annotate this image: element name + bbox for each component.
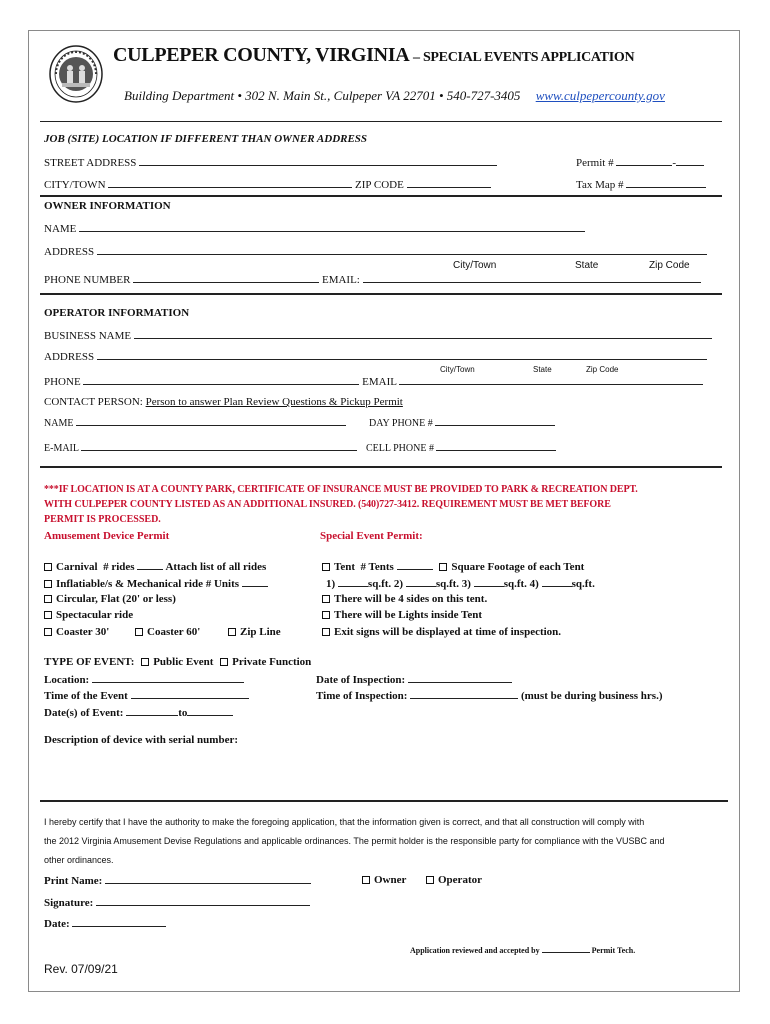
to-label: to xyxy=(178,707,188,719)
operator-address-label: ADDRESS xyxy=(44,351,95,363)
special-event-heading: Special Event Permit: xyxy=(320,530,423,542)
business-hours-note: (must be during business hrs.) xyxy=(520,690,663,702)
job-site-heading: JOB (SITE) LOCATION IF DIFFERENT THAN OWNER ADDRESS xyxy=(44,133,368,145)
circular-checkbox[interactable] xyxy=(44,595,52,603)
sqft-row xyxy=(326,577,595,590)
private-function-label: Private Function xyxy=(232,656,312,668)
permit-label: Permit # xyxy=(576,157,614,169)
location-label: Location: xyxy=(44,674,90,686)
day-phone-field[interactable] xyxy=(369,416,555,429)
tax-map-field[interactable] xyxy=(576,178,706,191)
operator-state-hint: State xyxy=(533,365,552,374)
exit-signs-row xyxy=(322,626,561,638)
units-field[interactable] xyxy=(242,577,268,587)
certification-line-3: other ordinances. xyxy=(44,855,114,865)
operator-role-checkbox[interactable] xyxy=(426,876,434,884)
tent-sides-label: There will be 4 sides on this tent. xyxy=(334,593,488,605)
owner-role-checkbox[interactable] xyxy=(362,876,370,884)
rides-count-field[interactable] xyxy=(137,560,163,570)
permit-number-field[interactable]: Permit # - xyxy=(576,156,704,169)
street-address-field[interactable] xyxy=(44,156,497,169)
operator-heading: OPERATOR INFORMATION xyxy=(44,307,190,319)
review-label: Application reviewed and accepted by xyxy=(410,946,540,955)
carnival-label: Carnival xyxy=(56,561,98,573)
event-type-row xyxy=(44,656,311,668)
tent-lights-checkbox[interactable] xyxy=(322,611,330,619)
sqft-4-field[interactable] xyxy=(542,577,572,587)
owner-role-row xyxy=(362,874,406,886)
coaster-30-label: Coaster 30' xyxy=(56,626,110,638)
coaster-30-checkbox[interactable] xyxy=(44,628,52,636)
exit-signs-checkbox[interactable] xyxy=(322,628,330,636)
square-footage-label: Square Footage of each Tent xyxy=(451,561,585,573)
sqft-1-label: 1) xyxy=(326,578,336,590)
operator-city-hint: City/Town xyxy=(440,365,475,374)
header-address xyxy=(124,88,665,104)
operator-divider xyxy=(40,466,722,468)
street-address-label: STREET ADDRESS xyxy=(44,157,137,169)
zip-code-label: ZIP CODE xyxy=(355,179,404,191)
tent-sides-row xyxy=(322,593,487,605)
zip-line-checkbox[interactable] xyxy=(228,628,236,636)
operator-address-field[interactable] xyxy=(44,350,707,363)
location-field[interactable] xyxy=(44,673,244,686)
date-label: Date: xyxy=(44,918,70,930)
square-footage-checkbox[interactable] xyxy=(439,563,447,571)
owner-divider xyxy=(40,293,722,295)
owner-heading: OWNER INFORMATION xyxy=(44,200,171,212)
coaster-60-label: Coaster 60' xyxy=(147,626,201,638)
certification-line-2: the 2012 Virginia Amusement Devise Regulations and applicable ordinances. The permit holder is the responsible party for compliance with the VUSBC and xyxy=(44,836,665,846)
owner-phone-field[interactable] xyxy=(44,273,701,286)
owner-email-label: EMAIL: xyxy=(321,274,360,286)
tax-map-label: Tax Map # xyxy=(576,179,624,191)
owner-address-label: ADDRESS xyxy=(44,246,95,258)
private-function-checkbox[interactable] xyxy=(220,658,228,666)
owner-phone-label: PHONE NUMBER xyxy=(44,274,131,286)
contact-person-label: CONTACT PERSON: xyxy=(44,396,143,408)
coaster-60-row xyxy=(135,626,200,638)
contact-email-label: E-MAIL xyxy=(44,443,79,454)
rides-label: # rides xyxy=(103,561,135,573)
operator-role-label: Operator xyxy=(438,874,482,886)
event-dates-label: Date(s) of Event: xyxy=(44,707,124,719)
public-event-label: Public Event xyxy=(153,656,214,668)
event-time-label: Time of the Event xyxy=(44,690,128,702)
owner-name-label: NAME xyxy=(44,223,77,235)
device-description-area[interactable] xyxy=(44,752,716,796)
sqft-4-label: sq.ft. 4) xyxy=(503,578,539,590)
tent-lights-label: There will be Lights inside Tent xyxy=(334,609,483,621)
operator-email-label: EMAIL xyxy=(362,376,397,388)
title-sub: – SPECIAL EVENTS APPLICATION xyxy=(413,50,635,65)
zip-line-row xyxy=(228,626,281,638)
permit-tech-label: Permit Tech. xyxy=(591,946,636,955)
operator-role-row xyxy=(426,874,482,886)
event-time-field[interactable] xyxy=(44,689,249,702)
print-name-label: Print Name: xyxy=(44,875,103,887)
description-divider xyxy=(40,800,728,802)
event-dates-field[interactable] xyxy=(44,706,233,719)
coaster-60-checkbox[interactable] xyxy=(135,628,143,636)
carnival-checkbox[interactable] xyxy=(44,563,52,571)
coaster-30-row xyxy=(44,626,109,638)
website-link[interactable]: www.culpepercounty.gov xyxy=(535,88,665,103)
city-town-field[interactable] xyxy=(44,178,491,191)
tent-lights-row xyxy=(322,609,482,621)
title-main: CULPEPER COUNTY, VIRGINIA xyxy=(113,44,409,66)
tent-row xyxy=(322,560,584,573)
insurance-notice-line-3: PERMIT IS PROCESSED. xyxy=(44,514,161,525)
revision-date: Rev. 07/09/21 xyxy=(44,962,118,976)
business-name-field[interactable] xyxy=(44,329,712,342)
tents-count-label: # Tents xyxy=(360,561,394,573)
spectacular-checkbox[interactable] xyxy=(44,611,52,619)
owner-address-field[interactable] xyxy=(44,245,707,258)
event-type-label: TYPE OF EVENT: xyxy=(44,656,135,668)
inflatable-checkbox[interactable] xyxy=(44,580,52,588)
page-title xyxy=(113,44,634,67)
header-divider xyxy=(40,121,722,122)
date-field[interactable] xyxy=(44,917,166,930)
sqft-end-label: sq.ft. xyxy=(571,578,595,590)
operator-phone-label: PHONE xyxy=(44,376,81,388)
permit-tech-field[interactable] xyxy=(542,945,590,953)
spectacular-label: Spectacular ride xyxy=(56,609,134,621)
exit-signs-label: Exit signs will be displayed at time of inspection. xyxy=(334,626,562,638)
sqft-2-field[interactable] xyxy=(406,577,436,587)
contact-person-row xyxy=(44,396,403,408)
county-seal-logo xyxy=(48,44,104,104)
insurance-notice-line-2: WITH CULPEPER COUNTY LISTED AS AN ADDITIONAL INSURED. (540)727-3412. REQUIREMENT MUST BE MET BEFORE xyxy=(44,499,611,510)
signature-field[interactable] xyxy=(44,896,310,909)
inspection-time-label: Time of Inspection: xyxy=(316,690,408,702)
circular-label: Circular, Flat (20' or less) xyxy=(56,593,176,605)
tent-label: Tent xyxy=(334,561,355,573)
contact-name-label: NAME xyxy=(44,418,74,429)
tent-checkbox[interactable] xyxy=(322,563,330,571)
tents-count-field[interactable] xyxy=(397,560,433,570)
inspection-date-field[interactable] xyxy=(316,673,512,686)
cell-phone-label: CELL PHONE # xyxy=(366,443,434,454)
owner-zip-hint: Zip Code xyxy=(649,260,690,271)
cell-phone-field[interactable] xyxy=(366,441,556,454)
tent-sides-checkbox[interactable] xyxy=(322,595,330,603)
contact-name-field[interactable] xyxy=(44,416,346,429)
sqft-3-label: sq.ft. 3) xyxy=(435,578,471,590)
owner-state-hint: State xyxy=(575,260,599,271)
certification-line-1: I hereby certify that I have the authority to make the foregoing application, that the information given is correct, and that all construction will comply with xyxy=(44,817,645,827)
inflatable-row xyxy=(44,577,268,590)
sqft-2-label: sq.ft. 2) xyxy=(367,578,404,590)
circular-row xyxy=(44,593,176,605)
device-description-label: Description of device with serial number: xyxy=(44,734,238,746)
zip-line-label: Zip Line xyxy=(240,626,281,638)
owner-city-hint: City/Town xyxy=(453,260,497,271)
signature-label: Signature: xyxy=(44,897,94,909)
owner-name-field[interactable] xyxy=(44,222,585,235)
review-acceptance-row xyxy=(410,945,635,955)
contact-email-field[interactable] xyxy=(44,441,357,454)
print-name-field[interactable] xyxy=(44,874,311,887)
carnival-row xyxy=(44,560,266,573)
operator-zip-hint: Zip Code xyxy=(586,365,619,374)
contact-person-note: Person to answer Plan Review Questions & Pickup Permit xyxy=(145,396,403,408)
form-page-border xyxy=(28,30,740,992)
inflatable-label: Inflatiable/s & Mechanical ride # Units xyxy=(56,578,240,590)
spectacular-row xyxy=(44,609,133,621)
job-site-divider xyxy=(40,195,722,197)
inspection-date-label: Date of Inspection: xyxy=(316,674,406,686)
city-town-label: CITY/TOWN xyxy=(44,179,106,191)
public-event-checkbox[interactable] xyxy=(141,658,149,666)
amusement-heading: Amusement Device Permit xyxy=(44,530,170,542)
sqft-1-field[interactable] xyxy=(338,577,368,587)
operator-phone-field[interactable] xyxy=(44,375,703,388)
address-line: Building Department • 302 N. Main St., Culpeper VA 22701 • 540-727-3405 xyxy=(124,88,521,103)
sqft-3-field[interactable] xyxy=(474,577,504,587)
owner-role-label: Owner xyxy=(374,874,407,886)
inspection-time-field[interactable] xyxy=(316,689,662,702)
day-phone-label: DAY PHONE # xyxy=(369,418,433,429)
attach-list-label: Attach list of all rides xyxy=(165,561,267,573)
insurance-notice-line-1: ***IF LOCATION IS AT A COUNTY PARK, CERTIFICATE OF INSURANCE MUST BE PROVIDED TO PARK & RECREATION DEPT. xyxy=(44,484,638,495)
business-name-label: BUSINESS NAME xyxy=(44,330,132,342)
